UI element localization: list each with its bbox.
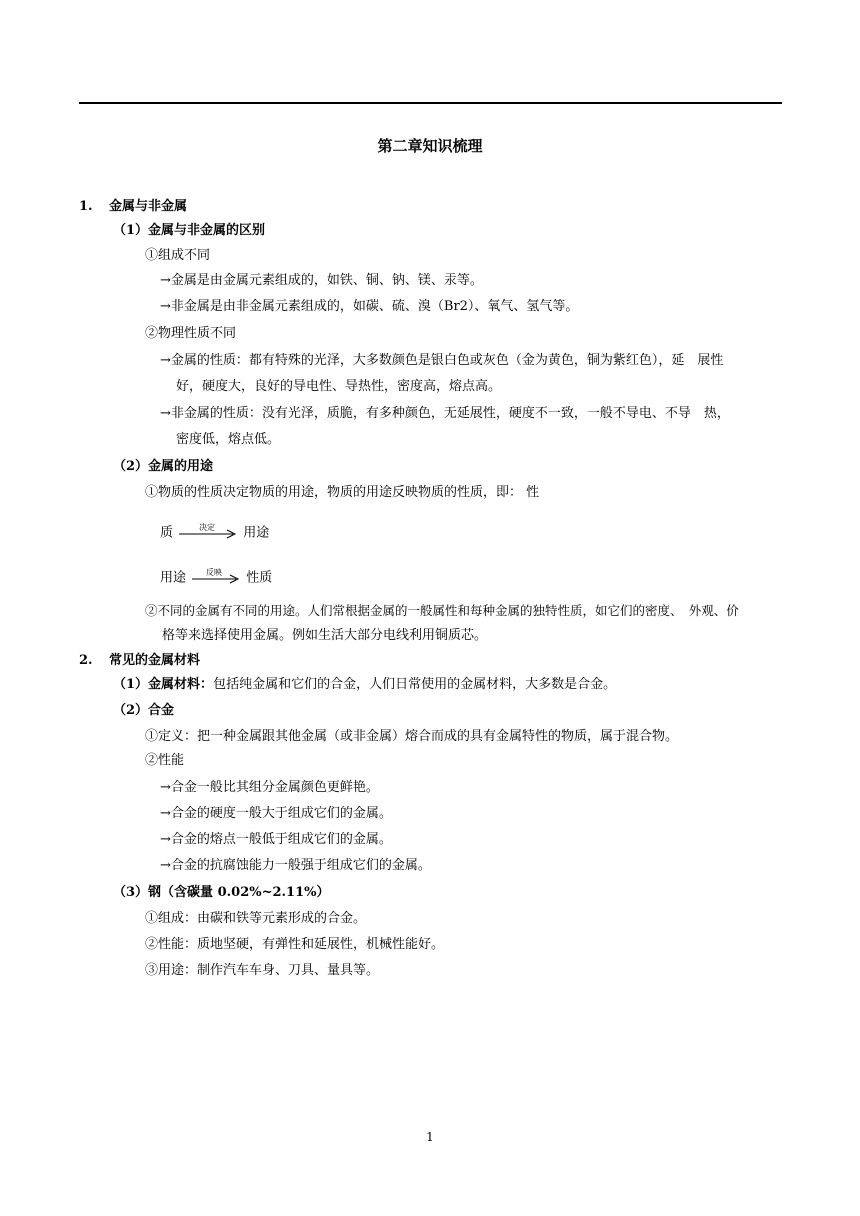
list-item: ①定义：把一种金属跟其他金属（或非金属）熔合而成的具有金属特性的物质，属于混合物。: [145, 729, 679, 744]
list-item-continuation: 密度低，熔点低。: [176, 432, 281, 447]
list-item: ②不同的金属有不同的用途。人们常根据金属的一般属性和每种金属的独特性质，如它们的密度、 外观、价: [145, 603, 739, 618]
subsection-label: （2）: [113, 703, 149, 718]
section-number: 2.: [79, 653, 93, 668]
subsection-title: 金属的用途: [148, 459, 214, 474]
list-item: →合金的熔点一般低于组成它们的金属。: [160, 832, 392, 847]
arrow-right-icon: [177, 522, 239, 544]
section-1-heading: [79, 198, 187, 216]
subsection-2-1: [113, 676, 616, 694]
subsection-1-2-heading: [113, 458, 213, 476]
subsection-title: 金属材料：: [148, 677, 214, 692]
section-title: 金属与非金属: [109, 199, 188, 214]
section-title: 常见的金属材料: [109, 653, 201, 668]
flow-left: 质: [160, 525, 174, 541]
list-item: →合金一般比其组分金属颜色更鲜艳。: [160, 780, 379, 795]
subsection-title: 合金: [148, 703, 175, 718]
section-number: 1.: [79, 199, 93, 214]
list-item: →金属是由金属元素组成的，如铁、铜、钠、镁、汞等。: [160, 273, 483, 288]
list-item-continuation: 好，硬度大，良好的导电性、导热性，密度高，熔点高。: [176, 379, 502, 394]
subsection-1-1-heading: [113, 222, 265, 240]
list-item: ②性能：质地坚硬，有弹性和延展性，机械性能好。: [145, 937, 445, 952]
list-item: →合金的硬度一般大于组成它们的金属。: [160, 806, 392, 821]
list-item: ③用途：制作汽车车身、刀具、量具等。: [145, 963, 380, 978]
flow-determines: [160, 522, 269, 544]
flow-left: 用途: [160, 570, 187, 586]
list-item: ②物理性质不同: [145, 326, 237, 341]
flow-right: 性质: [246, 570, 273, 586]
subsection-2-2-heading: [113, 702, 174, 720]
subsection-label: （1）: [113, 677, 149, 692]
list-item: ①组成不同: [145, 248, 211, 263]
list-item-continuation: 格等来选择使用金属。例如生活大部分电线利用铜质芯。: [162, 628, 488, 643]
page-title: 第二章知识梳理: [377, 137, 483, 155]
flow-right: 用途: [243, 525, 270, 541]
arrow-right-icon: [190, 567, 242, 589]
subsection-text: 包括纯金属和它们的合金，人们日常使用的金属材料，大多数是合金。: [213, 677, 617, 692]
list-item: ②性能: [145, 753, 185, 768]
list-item: →非金属的性质：没有光泽，质脆，有多种颜色，无延展性，硬度不一致，一般不导电、不导 热，: [160, 406, 730, 421]
page-number: 1: [426, 1130, 434, 1144]
subsection-label: （1）: [113, 223, 149, 238]
section-2-heading: [79, 652, 200, 670]
subsection-title: 金属与非金属的区别: [148, 223, 266, 238]
list-item: →非金属是由非金属元素组成的，如碳、硫、溴（Br2）、氧气、氢气等。: [160, 299, 579, 314]
list-item: →合金的抗腐蚀能力一般强于组成它们的金属。: [160, 858, 431, 873]
arrow-label: 反映: [206, 568, 223, 577]
list-item: ①组成：由碳和铁等元素形成的合金。: [145, 911, 367, 926]
header-rule: [79, 102, 782, 104]
flow-reflects: [160, 567, 272, 589]
list-item: ①物质的性质决定物质的用途，物质的用途反映物质的性质，即： 性: [145, 485, 540, 500]
list-item: →金属的性质：都有特殊的光泽，大多数颜色是银白色或灰色（金为黄色，铜为紫红色），延 展性: [160, 353, 724, 368]
arrow-label: 决定: [199, 523, 216, 532]
subsection-2-3-heading: （3）钢（含碳量 0.02%~2.11%）: [113, 885, 330, 900]
subsection-label: （2）: [113, 459, 149, 474]
